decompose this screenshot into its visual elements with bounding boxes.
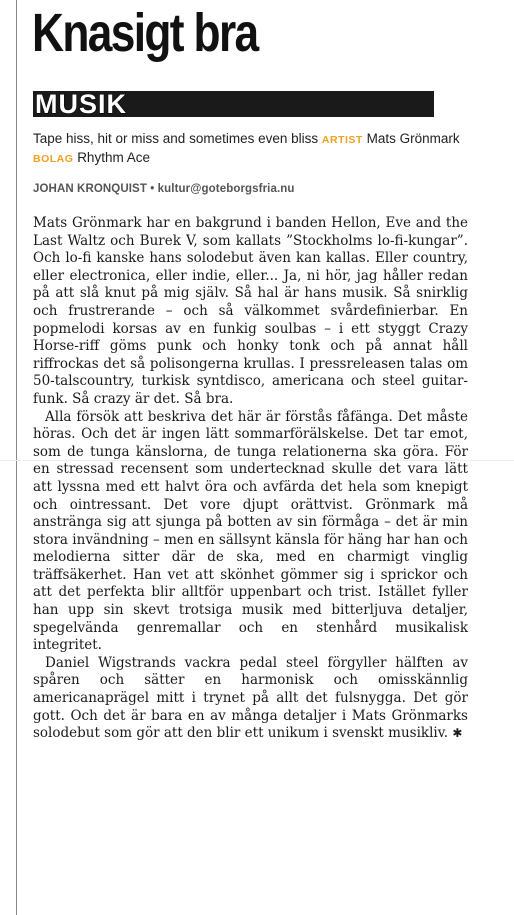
- review-tagline: Tape hiss, hit or miss and sometimes even bliss: [33, 131, 319, 146]
- section-label: MUSIK: [35, 89, 127, 119]
- paragraph: [33, 655, 468, 743]
- artist-tag: ARTIST: [321, 134, 363, 146]
- column-rule: [16, 0, 17, 915]
- label-tag: BOLAG: [33, 153, 74, 165]
- label-name: Rhythm Ace: [77, 150, 150, 165]
- artist-name: Mats Grönmark: [366, 131, 460, 146]
- end-mark-icon: ✱: [452, 726, 463, 741]
- article-body: [33, 215, 468, 743]
- review-info: [33, 130, 473, 168]
- byline: JOHAN KRONQUIST • kultur@goteborgsfria.nu: [33, 183, 295, 195]
- paragraph: Mats Grönmark har en bakgrund i banden Hellon, Eve and the Last Waltz och Burek V, som kallats ”Stockholms lo-fi-kungar”. Och lo-fi kanske hans solodebut även kan kallas. Eller country, eller electronica, eller indie, eller... Ja, ni hör, jag håller redan på att slå knut på mig själv. Så hal är hans musik. Så snirklig och frustrerande – och så välkommet svårdefinierbar. En popmelodi korsas av en funkig soulbas – i ett styggt Crazy Horse-riff göms punk och honky tonk och på annat håll riffrockas det så polisongerna krullas. I pressreleasen talas om 50-talscountry, turkisk syntdisco, americana och steel guitar-funk. Så crazy är det. Så bra.: [33, 215, 468, 407]
- paragraph-text: Daniel Wigstrands vackra pedal steel förgyller hälften av spåren och sätter en harmonisk och omisskännlig americanaprägel mitt i trynet på allt det fulsnygga. Det gör gott. Och det är bara en av många detaljer i Mats Grönmarks solodebut som gör att den blir ett unikum i svenskt musikliv.: [33, 654, 468, 742]
- paragraph: Alla försök att beskriva det här är förstås fåfänga. Det måste höras. Och det är ingen lätt sommarförälskelse. Det tar emot, som de tunga känslorna, de tunga relationerna ska göra. För en stressad recensent som undertecknad skulle det vara lätt att lyssna med ett halvt öra och avfärda det hela som knepigt och ointressant. Det vore djupt orättvist. Grönmark må anstränga sig att sjunga på botten av sin förmåga – det är min stora invändning – men en sällsynt känsla för häng har han och melodierna sitter där de ska, med en charmigt vinglig träffsäkerhet. Han vet att skönhet gömmer sig i sprickor och att det perfekta blir alltför uppenbart och trist. Istället fyller han upp sin skevt trotsiga musik med bitterljuva detaljer, spegelvända genremallar och en stenhård musikalisk integritet.: [33, 408, 468, 654]
- headline: Knasigt bra: [32, 3, 258, 63]
